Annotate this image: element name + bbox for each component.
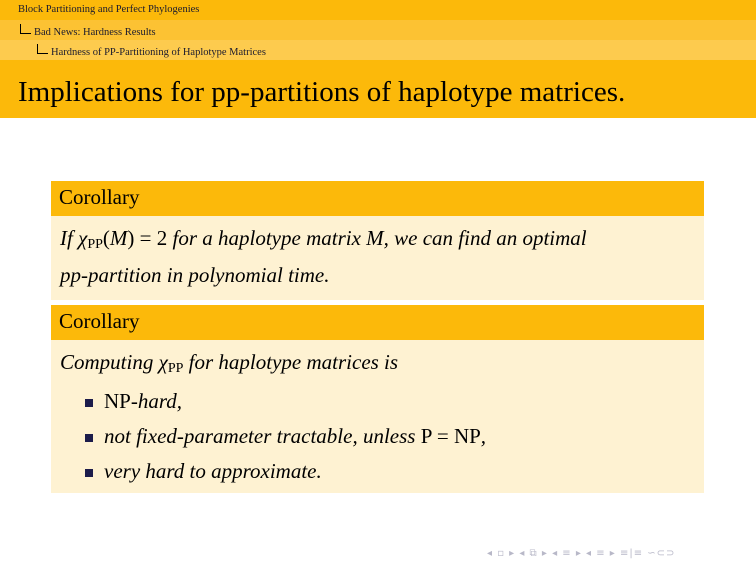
text-rest: for a haplotype matrix — [167, 226, 367, 250]
bullet-icon — [85, 399, 93, 407]
text-intro-b: for haplotype matrices is — [183, 350, 399, 374]
item-upright: P = NP — [420, 424, 481, 448]
math-m: M — [109, 226, 128, 250]
text-if: If — [60, 226, 79, 250]
corollary-block-1 — [51, 181, 704, 300]
item-upright: NP — [104, 389, 131, 413]
tree-elbow-icon — [20, 24, 31, 34]
math-paren-open: ( — [102, 226, 110, 250]
frame-title: Implications for pp-partitions of haplotype matrices. — [18, 76, 626, 108]
text-tail: , we can find an optimal — [383, 226, 587, 250]
list-item — [60, 384, 694, 419]
bullet-icon — [85, 469, 93, 477]
bullet-icon — [85, 434, 93, 442]
breadcrumb-section-label: Block Partitioning and Perfect Phylogenies — [18, 4, 200, 15]
beamer-navigation-bar[interactable]: ◂ ▫ ▸ ◂ ⧉ ▸ ◂ ≡ ▸ ◂ ≡ ▸ ≡|≡ ∽⊂⊃ — [487, 548, 676, 559]
math-paren-close: ) — [127, 226, 135, 250]
breadcrumb-subsection[interactable] — [0, 20, 756, 40]
breadcrumb-subsubsection-label: Hardness of PP-Partitioning of Haplotype Matrices — [51, 47, 266, 58]
corollary-heading: Corollary — [51, 181, 704, 216]
math-m2: M — [366, 226, 384, 250]
corollary-intro — [60, 347, 694, 384]
tree-elbow-icon — [37, 44, 48, 54]
math-subscript: PP — [87, 237, 103, 252]
breadcrumb-section[interactable] — [0, 0, 756, 20]
corollary-block-2 — [51, 305, 704, 493]
list-item — [60, 454, 694, 489]
corollary-list — [60, 384, 694, 489]
math-equals: = 2 — [134, 226, 168, 250]
math-chi: χ — [78, 226, 88, 250]
item-italic: very hard to approximate. — [104, 459, 322, 483]
math-chi: χ — [158, 350, 168, 374]
item-italic: not fixed-parameter tractable, unless — [104, 424, 421, 448]
math-subscript: PP — [167, 361, 184, 376]
breadcrumb-subsubsection[interactable] — [0, 40, 756, 60]
text-line2: pp-partition in polynomial time. — [60, 263, 330, 287]
frame-title-bar — [0, 60, 756, 118]
item-italic: -hard, — [130, 389, 182, 413]
list-item — [60, 419, 694, 454]
item-tail: , — [480, 424, 487, 448]
breadcrumb-subsection-label: Bad News: Hardness Results — [34, 27, 156, 38]
corollary-heading: Corollary — [51, 305, 704, 340]
corollary-body — [51, 216, 704, 300]
text-intro-a: Computing — [60, 350, 159, 374]
corollary-body — [51, 340, 704, 493]
